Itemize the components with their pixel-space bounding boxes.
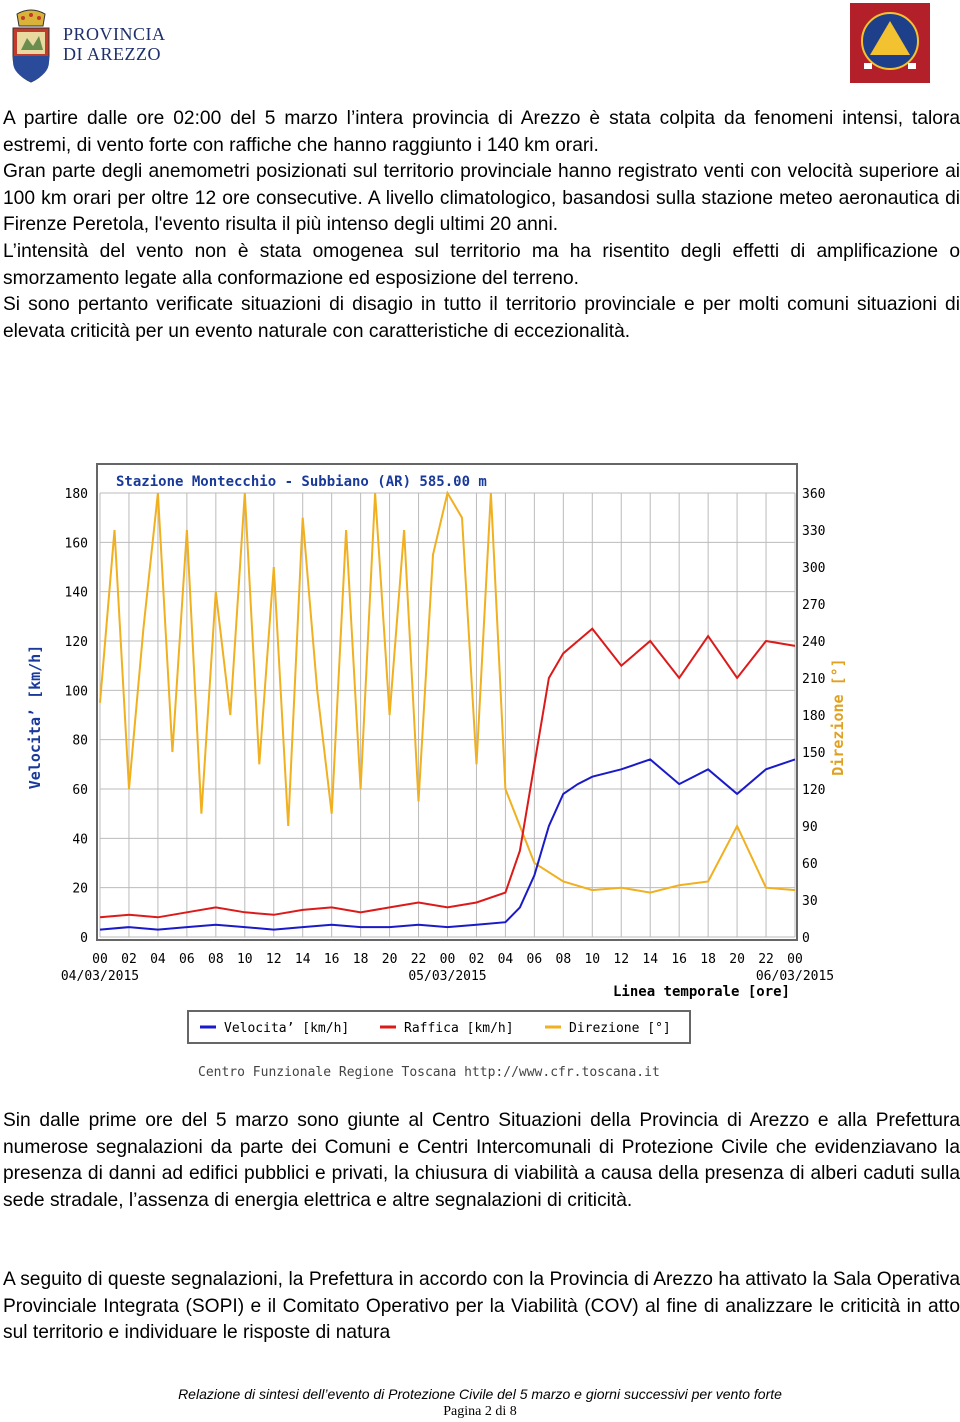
page-number: Pagina 2 di 8 — [443, 1404, 517, 1419]
x-tick-label: 10 — [236, 952, 253, 967]
y-left-tick-label: 100 — [64, 684, 88, 700]
paragraph-line: A partire dalle ore 02:00 del 5 marzo l’intera provincia di Arezzo è stata colpita da fenomeni intensi, talora estremi, di vento forte con raffiche che hanno raggiunto i 140 km orari. — [3, 108, 960, 156]
x-tick-label: 14 — [642, 952, 659, 967]
x-tick-label: 02 — [121, 952, 137, 967]
provincia-crest-icon — [7, 6, 55, 84]
x-tick-label: 18 — [700, 952, 716, 967]
x-date-label: 06/03/2015 — [755, 969, 835, 984]
intro-paragraph — [3, 106, 960, 345]
x-tick-label: 10 — [584, 952, 601, 967]
y-right-tick-label: 150 — [802, 746, 826, 761]
paragraph-line: Gran parte degli anemometri posizionati sul territorio provinciale hanno registrato venti con velocità superiore ai 100 km orari per oltre 12 ore consecutive. A livello climatologico, basandosi sulla stazione meteo aeronautica di Firenze Peretola, l'evento risulta il più intenso degli ultimi 20 anni. — [3, 161, 960, 236]
y-left-tick-label: 120 — [64, 635, 88, 650]
y-right-tick-label: 240 — [802, 635, 826, 650]
y-left-axis-label: Velocita’ [km/h] — [26, 644, 44, 790]
x-tick-label: 08 — [208, 952, 224, 967]
y-right-tick-label: 330 — [802, 524, 826, 539]
y-left-tick-label: 180 — [64, 487, 88, 502]
x-tick-label: 12 — [613, 952, 630, 967]
x-tick-label: 22 — [410, 952, 427, 967]
y-left-tick-label: 160 — [64, 536, 88, 552]
x-tick-label: 06 — [526, 952, 543, 967]
y-right-tick-label: 180 — [802, 709, 826, 724]
x-tick-label: 18 — [352, 952, 369, 967]
y-right-tick-label: 360 — [802, 487, 826, 502]
y-right-tick-label: 210 — [802, 672, 826, 687]
x-tick-label: 20 — [729, 952, 745, 967]
y-left-tick-label: 60 — [72, 783, 88, 798]
legend-label-raffica: Raffica [km/h] — [404, 1021, 514, 1036]
segnalazioni-paragraph: Sin dalle prime ore del 5 marzo sono giunte al Centro Situazioni della Provincia di Arezzo e alla Prefettura numerose segnalazioni da parte dei Comuni e Centri Intercomunali di Protezione Civile che evidenziavano la presenza di danni ad edifici pubblici e privati, la chiusura di viabilità a causa della presenza di alberi caduti sulla sede stradale, l’assenza di energia elettrica e altre segnalazioni di criticità. — [3, 1110, 960, 1211]
paragraph-line: Si sono pertanto verificate situazioni di disagio in tutto il territorio provinciale e per molti comuni situazioni di elevata criticità per un evento naturale con caratteristiche di eccezionalità. — [3, 294, 960, 342]
x-tick-label: 12 — [265, 952, 282, 967]
y-left-tick-label: 20 — [72, 881, 88, 897]
paragraph-line: L’intensità del vento non è stata omogenea sul territorio ma ha risentito degli effetti di amplificazione o smorzamento legate alla conformazione ed esposizione del terreno. — [3, 240, 960, 289]
page-header — [0, 0, 960, 90]
chart-title: Stazione Montecchio - Subbiano (AR) 585.00 m — [116, 474, 487, 490]
y-right-tick-label: 120 — [802, 783, 826, 798]
x-date-label: 04/03/2015 — [60, 969, 140, 984]
x-axis-label: Linea temporale [ore] — [612, 984, 790, 1000]
y-right-tick-label: 0 — [802, 931, 810, 946]
chart-source: Centro Funzionale Regione Toscana http://www.cfr.toscana.it — [198, 1065, 660, 1080]
logo-line-2: DI AREZZO — [63, 44, 161, 64]
x-tick-label: 04 — [497, 952, 514, 967]
x-tick-label: 08 — [555, 952, 572, 967]
protezione-civile-logo-icon — [850, 3, 930, 83]
y-right-tick-label: 90 — [802, 820, 818, 835]
x-tick-label: 14 — [294, 952, 311, 967]
x-date-label: 05/03/2015 — [408, 969, 487, 984]
x-tick-label: 00 — [439, 952, 456, 967]
x-tick-label: 16 — [671, 952, 687, 967]
sopi-paragraph: A seguito di queste segnalazioni, la Prefettura in accordo con la Provincia di Arezzo ha attivato la Sala Operativa Provinciale Integrata (SOPI) e il Comitato Operativo per la Viabilità (COV) al fine di analizzare le criticità in atto sul territorio e individuare le risposte di natura — [3, 1269, 960, 1344]
legend-label-velocita: Velocita’ [km/h] — [224, 1021, 350, 1036]
x-tick-label: 22 — [758, 952, 774, 967]
x-tick-label: 00 — [787, 952, 803, 967]
y-right-axis-label: Direzione [°] — [829, 658, 847, 776]
x-tick-label: 06 — [179, 952, 195, 967]
y-left-tick-label: 40 — [72, 832, 88, 848]
x-tick-label: 20 — [381, 952, 398, 967]
x-tick-label: 02 — [468, 952, 485, 967]
x-tick-label: 16 — [323, 952, 340, 967]
footer-caption: Relazione di sintesi dell’evento di Protezione Civile del 5 marzo e giorni successivi per vento forte — [178, 1386, 782, 1402]
x-tick-label: 00 — [92, 952, 108, 967]
y-right-tick-label: 300 — [802, 561, 826, 576]
logo-line-1: PROVINCIA — [63, 24, 166, 44]
legend-label-direzione: Direzione [°] — [569, 1021, 671, 1036]
wind-chart — [0, 455, 960, 1085]
y-right-tick-label: 270 — [802, 598, 826, 613]
wind-chart-svg — [0, 455, 960, 1085]
x-tick-label: 04 — [150, 952, 166, 967]
provincia-arezzo-logo — [5, 4, 166, 86]
y-right-tick-label: 60 — [802, 857, 818, 872]
y-left-tick-label: 140 — [64, 585, 88, 601]
page-footer — [0, 1385, 960, 1421]
y-left-tick-label: 0 — [80, 931, 88, 946]
y-right-tick-label: 30 — [802, 894, 818, 909]
y-left-tick-label: 80 — [72, 733, 88, 749]
